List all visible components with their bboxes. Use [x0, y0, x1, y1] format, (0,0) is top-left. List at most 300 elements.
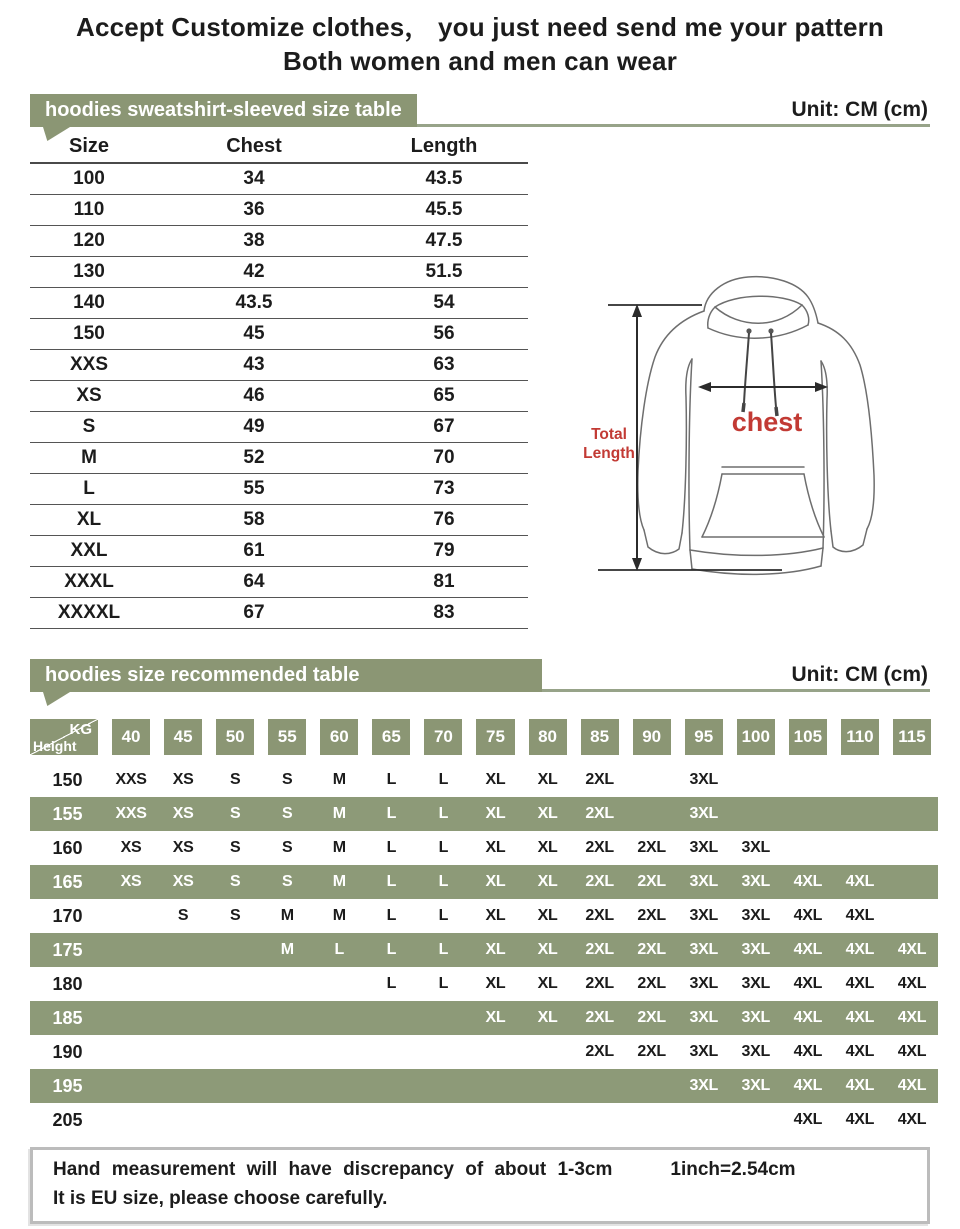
size-table-cell: 65	[360, 380, 528, 411]
recommended-size-cell	[886, 763, 938, 797]
recommended-size-cell: 2XL	[637, 941, 666, 958]
recommended-size-cell: 3XL	[689, 975, 718, 992]
page-title	[0, 0, 960, 78]
size-table-cell: 47.5	[360, 225, 528, 256]
recommended-size-cell: L	[386, 941, 397, 958]
recommended-size-cell	[209, 1035, 261, 1069]
recommended-size-cell: 2XL	[585, 907, 614, 924]
weight-header-cell: 85	[581, 719, 619, 755]
recommended-size-cell: XS	[172, 839, 194, 856]
notice-box	[30, 1147, 930, 1224]
hoodie-measurement-diagram	[552, 265, 954, 597]
recommended-size-cell	[522, 1069, 574, 1103]
unit-label-2: Unit: CM (cm)	[791, 663, 928, 686]
recommended-size-cell: L	[438, 839, 449, 856]
recommended-size-cell: 4XL	[793, 873, 823, 890]
recommended-size-cell	[522, 1103, 574, 1137]
recommended-size-cell	[105, 1069, 157, 1103]
recommended-size-cell	[834, 797, 886, 831]
recommended-size-cell	[417, 1035, 469, 1069]
recommended-size-cell: 3XL	[689, 941, 718, 958]
recommended-size-cell: L	[438, 805, 449, 822]
recommended-size-cell	[626, 763, 678, 797]
recommended-size-cell	[782, 797, 834, 831]
height-cell: 160	[52, 838, 83, 858]
recommended-size-cell	[365, 1001, 417, 1035]
recommended-size-cell	[157, 933, 209, 967]
weight-header-cell: 75	[476, 719, 514, 755]
weight-header-cell: 90	[633, 719, 671, 755]
recommended-size-cell	[313, 967, 365, 1001]
height-cell: 185	[52, 1008, 83, 1028]
recommended-size-cell: L	[438, 771, 449, 788]
recommended-size-cell: 2XL	[637, 839, 666, 856]
recommended-size-cell: 4XL	[845, 975, 875, 992]
recommended-size-cell: XS	[172, 873, 194, 890]
recommended-size-cell: XS	[172, 771, 194, 788]
recommended-size-cell: 4XL	[845, 907, 875, 924]
size-table-cell: 36	[148, 194, 360, 225]
recommended-size-cell: L	[438, 975, 449, 992]
recommended-size-cell: XL	[537, 771, 558, 788]
weight-header-cell: 65	[372, 719, 410, 755]
height-cell: 155	[52, 804, 83, 824]
weight-header-cell: 100	[737, 719, 775, 755]
recommended-size-cell: M	[280, 907, 294, 924]
size-table-row	[30, 442, 528, 473]
recommended-size-cell: XS	[120, 839, 142, 856]
recommended-size-cell: 2XL	[585, 975, 614, 992]
recommended-size-cell: 3XL	[689, 907, 718, 924]
recommended-size-cell: 3XL	[689, 1009, 718, 1026]
size-table-cell: XXL	[30, 535, 148, 566]
recommended-size-cell	[782, 831, 834, 865]
recommended-size-cell: 2XL	[585, 805, 614, 822]
recommended-size-cell: 3XL	[689, 771, 718, 788]
height-cell: 205	[52, 1110, 83, 1130]
recommend-table-banner: hoodies size recommended table	[30, 659, 542, 692]
weight-header-cell: 95	[685, 719, 723, 755]
recommended-size-cell	[782, 763, 834, 797]
size-table-row	[30, 256, 528, 287]
recommended-size-cell	[886, 797, 938, 831]
size-table-header-chest: Chest	[148, 131, 360, 163]
recommended-size-cell: XL	[537, 907, 558, 924]
height-cell: 195	[52, 1076, 83, 1096]
size-table-cell: 67	[360, 411, 528, 442]
recommended-size-cell	[730, 1103, 782, 1137]
recommended-size-cell: L	[438, 941, 449, 958]
size-table-cell: XXXXL	[30, 597, 148, 628]
recommended-size-cell	[730, 797, 782, 831]
size-table-cell: 130	[30, 256, 148, 287]
recommended-size-cell: XL	[485, 805, 506, 822]
recommended-size-cell: XL	[485, 907, 506, 924]
recommended-size-cell	[469, 1069, 521, 1103]
matrix-row	[30, 1001, 938, 1035]
recommended-size-cell: 4XL	[793, 941, 823, 958]
recommended-size-cell	[365, 1103, 417, 1137]
recommended-size-cell	[469, 1103, 521, 1137]
matrix-row	[30, 797, 938, 831]
size-table-cell: 38	[148, 225, 360, 256]
matrix-row	[30, 967, 938, 1001]
recommended-size-cell: 2XL	[585, 839, 614, 856]
matrix-row	[30, 1069, 938, 1103]
recommended-size-cell: S	[229, 839, 241, 856]
recommended-size-cell	[209, 933, 261, 967]
matrix-row	[30, 865, 938, 899]
size-table-cell: 43.5	[148, 287, 360, 318]
recommended-size-cell: 3XL	[741, 839, 770, 856]
recommended-size-cell: 2XL	[585, 1043, 614, 1060]
unit-label-1: Unit: CM (cm)	[791, 98, 928, 121]
recommend-table-banner-row	[30, 659, 930, 692]
matrix-row	[30, 899, 938, 933]
recommended-size-cell	[886, 865, 938, 899]
notice-inch-conversion: 1inch=2.54cm	[670, 1159, 796, 1180]
size-table-row	[30, 225, 528, 256]
recommended-size-cell: L	[386, 907, 397, 924]
size-table-cell: XXS	[30, 349, 148, 380]
recommended-size-cell: 4XL	[845, 1043, 875, 1060]
recommended-size-cell	[678, 1103, 730, 1137]
recommended-size-cell	[105, 1103, 157, 1137]
recommended-size-cell	[313, 1035, 365, 1069]
size-table-cell: 58	[148, 504, 360, 535]
recommended-size-cell	[417, 1001, 469, 1035]
size-table-cell: 45	[148, 318, 360, 349]
recommended-size-cell: XL	[537, 839, 558, 856]
recommended-size-cell: M	[332, 873, 346, 890]
size-table-row	[30, 194, 528, 225]
recommended-size-cell: 3XL	[741, 1009, 770, 1026]
recommended-size-cell: S	[282, 771, 293, 788]
recommended-size-cell: M	[332, 907, 346, 924]
height-cell: 190	[52, 1042, 83, 1062]
size-table-cell: 140	[30, 287, 148, 318]
recommend-matrix	[30, 719, 938, 1137]
recommended-size-cell: 4XL	[897, 1077, 927, 1094]
size-table-banner-row	[30, 94, 930, 127]
recommended-size-cell: 2XL	[585, 873, 614, 890]
recommended-size-cell	[365, 1069, 417, 1103]
weight-header-cell: 45	[164, 719, 202, 755]
height-cell: 165	[52, 872, 83, 892]
weight-header-cell: 110	[841, 719, 879, 755]
weight-header-cell: 115	[893, 719, 931, 755]
recommended-size-cell	[209, 1069, 261, 1103]
matrix-weight-header	[30, 719, 938, 755]
recommended-size-cell: S	[229, 805, 241, 822]
size-table-header-length: Length	[360, 131, 528, 163]
recommended-size-cell	[469, 1035, 521, 1069]
recommended-size-cell: L	[386, 873, 397, 890]
recommended-size-cell: 2XL	[585, 1009, 614, 1026]
recommended-size-cell	[157, 1069, 209, 1103]
recommended-size-cell	[209, 1103, 261, 1137]
size-table-cell: 43.5	[360, 163, 528, 194]
recommended-size-cell	[105, 967, 157, 1001]
size-table-row	[30, 318, 528, 349]
recommended-size-cell: XL	[537, 975, 558, 992]
matrix-row	[30, 1035, 938, 1069]
size-table-cell: 46	[148, 380, 360, 411]
banner-tail	[43, 692, 70, 706]
recommended-size-cell: XXS	[115, 805, 147, 822]
matrix-row	[30, 831, 938, 865]
size-table-cell: 61	[148, 535, 360, 566]
total-length-label-line1: Total	[591, 426, 627, 443]
size-table-cell: 76	[360, 504, 528, 535]
recommended-size-cell	[365, 1035, 417, 1069]
recommended-size-cell: L	[386, 839, 397, 856]
size-table-cell: 67	[148, 597, 360, 628]
recommended-size-cell: XL	[537, 873, 558, 890]
weight-header-cell: 50	[216, 719, 254, 755]
recommended-size-cell: XL	[485, 1009, 506, 1026]
recommended-size-cell: XL	[485, 839, 506, 856]
recommended-size-cell	[261, 967, 313, 1001]
size-table-row	[30, 535, 528, 566]
recommended-size-cell: S	[282, 873, 293, 890]
matrix-corner-cell	[30, 719, 98, 755]
size-table-cell: 73	[360, 473, 528, 504]
recommended-size-cell	[417, 1069, 469, 1103]
size-table-row	[30, 163, 528, 194]
size-table-cell: 45.5	[360, 194, 528, 225]
recommended-size-cell: 2XL	[637, 873, 666, 890]
size-table-cell: 150	[30, 318, 148, 349]
recommended-size-cell: XL	[485, 941, 506, 958]
recommended-size-cell	[261, 1103, 313, 1137]
recommended-size-cell	[730, 763, 782, 797]
chest-arrow-icon	[698, 382, 828, 392]
recommended-size-cell	[834, 831, 886, 865]
recommended-size-cell	[626, 1069, 678, 1103]
recommended-size-cell	[886, 899, 938, 933]
size-table-row	[30, 411, 528, 442]
recommended-size-cell: 4XL	[845, 1009, 875, 1026]
recommended-size-cell	[157, 967, 209, 1001]
recommended-size-cell: XS	[120, 873, 142, 890]
size-table-cell: 79	[360, 535, 528, 566]
recommended-size-cell: XL	[537, 805, 558, 822]
height-cell: 180	[52, 974, 83, 994]
recommended-size-cell	[886, 831, 938, 865]
recommended-size-cell	[157, 1103, 209, 1137]
recommended-size-cell: M	[280, 941, 294, 958]
recommended-size-cell	[626, 797, 678, 831]
recommended-size-cell	[105, 933, 157, 967]
size-table-cell: XL	[30, 504, 148, 535]
recommended-size-cell: 4XL	[897, 941, 927, 958]
recommended-size-cell	[574, 1069, 626, 1103]
size-table-cell: 54	[360, 287, 528, 318]
recommended-size-cell: S	[177, 907, 189, 924]
recommended-size-cell: L	[334, 941, 345, 958]
recommended-size-cell: 2XL	[637, 1009, 666, 1026]
size-table-row	[30, 349, 528, 380]
size-table	[30, 131, 528, 629]
size-table-cell: S	[30, 411, 148, 442]
recommended-size-cell: 4XL	[897, 975, 927, 992]
recommended-size-cell: 3XL	[741, 1043, 770, 1060]
size-table-row	[30, 380, 528, 411]
recommended-size-cell: XL	[485, 873, 506, 890]
recommended-size-cell	[834, 763, 886, 797]
recommended-size-cell: 4XL	[845, 1111, 875, 1128]
recommended-size-cell	[313, 1001, 365, 1035]
recommended-size-cell	[105, 1035, 157, 1069]
recommended-size-cell: S	[282, 839, 293, 856]
recommended-size-cell: 2XL	[637, 907, 666, 924]
recommended-size-cell	[105, 1001, 157, 1035]
size-table-cell: 43	[148, 349, 360, 380]
recommended-size-cell: L	[438, 873, 449, 890]
recommended-size-cell	[313, 1103, 365, 1137]
recommended-size-cell: 2XL	[585, 771, 614, 788]
size-table-cell: 63	[360, 349, 528, 380]
size-table-banner: hoodies sweatshirt-sleeved size table	[30, 94, 417, 127]
recommended-size-cell: 3XL	[689, 1043, 718, 1060]
recommended-size-cell: L	[386, 771, 397, 788]
matrix-row	[30, 1103, 938, 1137]
weight-header-cell: 70	[424, 719, 462, 755]
notice-line-1	[53, 1159, 907, 1181]
recommended-size-cell: 4XL	[845, 941, 875, 958]
title-line-2: Both women and men can wear	[282, 46, 678, 76]
recommended-size-cell: 2XL	[585, 941, 614, 958]
recommended-size-cell: L	[386, 805, 397, 822]
recommended-size-cell: S	[229, 771, 241, 788]
recommended-size-cell	[209, 967, 261, 1001]
size-table-header-size: Size	[30, 131, 148, 163]
recommended-size-cell: XL	[485, 975, 506, 992]
matrix-body	[30, 763, 938, 1137]
matrix-row	[30, 763, 938, 797]
size-table-row	[30, 287, 528, 318]
recommended-size-cell: 4XL	[897, 1009, 927, 1026]
recommended-size-cell: 4XL	[793, 1077, 823, 1094]
size-table-cell: 100	[30, 163, 148, 194]
size-table-cell: L	[30, 473, 148, 504]
recommended-size-cell: 4XL	[793, 907, 823, 924]
recommended-size-cell: 4XL	[845, 1077, 875, 1094]
size-table-cell: 83	[360, 597, 528, 628]
recommended-size-cell: M	[332, 805, 346, 822]
recommended-size-cell: M	[332, 839, 346, 856]
recommended-size-cell	[157, 1035, 209, 1069]
recommended-size-cell: 3XL	[741, 907, 770, 924]
recommended-size-cell: XS	[172, 805, 194, 822]
height-cell: 150	[52, 770, 83, 790]
size-table-cell: 70	[360, 442, 528, 473]
recommended-size-cell: 4XL	[793, 1111, 823, 1128]
size-table-cell: XS	[30, 380, 148, 411]
size-table-row	[30, 473, 528, 504]
weight-header-cell: 105	[789, 719, 827, 755]
size-table-head	[30, 131, 528, 163]
recommended-size-cell	[626, 1103, 678, 1137]
recommended-size-cell	[157, 1001, 209, 1035]
size-table-cell: 64	[148, 566, 360, 597]
size-section	[0, 131, 960, 643]
recommended-size-cell	[261, 1069, 313, 1103]
size-table-cell: XXXL	[30, 566, 148, 597]
notice-line-2: It is EU size, please choose carefully.	[53, 1188, 388, 1209]
recommended-size-cell: 3XL	[741, 941, 770, 958]
size-table-cell: M	[30, 442, 148, 473]
height-cell: 170	[52, 906, 83, 926]
size-table-cell: 110	[30, 194, 148, 225]
total-length-label-line2: Length	[583, 445, 635, 462]
recommended-size-cell	[313, 1069, 365, 1103]
size-table-cell: 51.5	[360, 256, 528, 287]
recommended-size-cell: XL	[537, 941, 558, 958]
drawstrings-icon	[743, 328, 777, 416]
recommended-size-cell: 3XL	[741, 873, 770, 890]
recommended-size-cell: 4XL	[897, 1111, 927, 1128]
notice-measurement-text: Hand measurement will have discrepancy of about 1-3cm	[53, 1159, 613, 1180]
recommended-size-cell: M	[332, 771, 346, 788]
recommended-size-cell: L	[438, 907, 449, 924]
size-table-body	[30, 163, 528, 628]
recommended-size-cell: 3XL	[689, 805, 718, 822]
recommended-size-cell: 4XL	[845, 873, 875, 890]
size-table-cell: 56	[360, 318, 528, 349]
recommended-size-cell	[105, 899, 157, 933]
recommended-size-cell	[574, 1103, 626, 1137]
recommended-size-cell: L	[386, 975, 397, 992]
size-table-row	[30, 597, 528, 628]
recommended-size-cell: XL	[537, 1009, 558, 1026]
size-table-row	[30, 504, 528, 535]
recommended-size-cell	[261, 1035, 313, 1069]
recommended-size-cell: 3XL	[741, 1077, 770, 1094]
recommended-size-cell	[522, 1035, 574, 1069]
recommended-size-cell: S	[229, 907, 241, 924]
recommended-size-cell: S	[282, 805, 293, 822]
height-cell: 175	[52, 940, 83, 960]
size-table-cell: 55	[148, 473, 360, 504]
recommended-size-cell	[209, 1001, 261, 1035]
corner-kg-label: KG	[69, 721, 92, 738]
matrix-row	[30, 933, 938, 967]
recommended-size-cell	[417, 1103, 469, 1137]
recommended-size-cell	[261, 1001, 313, 1035]
size-table-cell: 81	[360, 566, 528, 597]
size-table-cell: 120	[30, 225, 148, 256]
size-table-cell: 42	[148, 256, 360, 287]
title-line-1: Accept Customize clothes， you just need send me your pattern	[75, 12, 885, 42]
size-table-row	[30, 566, 528, 597]
recommended-size-cell: 3XL	[689, 839, 718, 856]
size-table-cell: 49	[148, 411, 360, 442]
recommended-size-cell: 2XL	[637, 1043, 666, 1060]
corner-height-label: Height	[33, 738, 77, 754]
size-table-cell: 52	[148, 442, 360, 473]
weight-header-cell: 40	[112, 719, 150, 755]
chest-label: chest	[731, 407, 803, 437]
recommended-size-cell: 3XL	[741, 975, 770, 992]
recommended-size-cell: 4XL	[793, 1009, 823, 1026]
size-table-cell: 34	[148, 163, 360, 194]
recommended-size-cell: 4XL	[897, 1043, 927, 1060]
size-table-header-row	[30, 131, 528, 163]
recommended-size-cell: 4XL	[793, 975, 823, 992]
recommended-size-cell: 2XL	[637, 975, 666, 992]
